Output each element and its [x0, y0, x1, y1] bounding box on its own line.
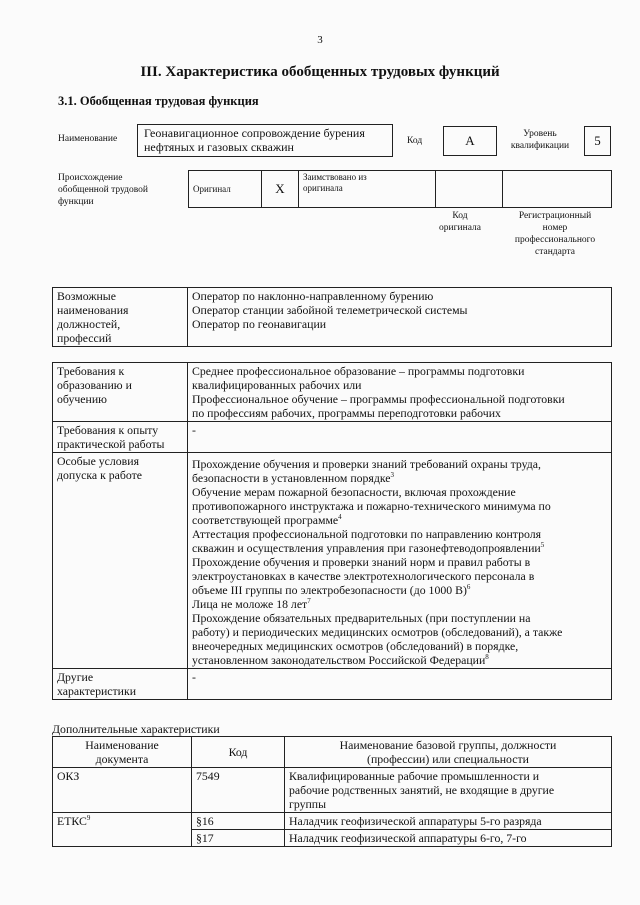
section-title: III. Характеристика обобщенных трудовых функций — [140, 64, 500, 80]
education-line: по профессиям рабочих, программы переподготовки рабочих — [192, 406, 501, 420]
special-condition-text: Обучение мерам пожарной безопасности, включая прохождение — [192, 485, 516, 499]
row-name — [285, 830, 612, 847]
borrowed-label-line: оригинала — [303, 183, 343, 193]
special-condition-text: соответствующей программе — [192, 513, 339, 527]
special-condition-text: электроустановках в качестве электротехнологического персонала в — [192, 569, 535, 583]
education-label-line: Требования к — [57, 364, 125, 378]
positions-label-line: должностей, — [57, 317, 121, 331]
function-name-line: Геонавигационное сопровождение бурения — [144, 126, 365, 140]
code-original-cell — [436, 171, 503, 208]
special-condition-text: безопасности в установленном порядке — [192, 471, 391, 485]
row-name-line: Наладчик геофизической аппаратуры 5-го разряда — [289, 814, 542, 828]
special-condition-line — [192, 611, 607, 625]
borrowed-label — [299, 171, 436, 208]
education-label — [53, 363, 188, 422]
reg-number-cell — [503, 171, 612, 208]
positions-list — [188, 288, 612, 347]
other-label-line: характеристики — [57, 684, 137, 698]
other-characteristics-label — [53, 669, 188, 700]
positions-label-line: профессий — [57, 331, 112, 345]
additional-title: Дополнительные характеристики — [52, 722, 220, 736]
special-conditions-label — [53, 453, 188, 669]
original-label: Оригинал — [189, 171, 262, 208]
special-condition-text: Аттестация профессиональной подготовки по направлению контроля — [192, 527, 542, 541]
function-name-box — [137, 124, 393, 157]
row-code: 7549 — [192, 768, 285, 813]
special-condition-text: работу) и периодических медицинских осмотров (обследований), а также — [192, 625, 563, 639]
origin-label-line: Происхождение — [58, 173, 123, 183]
row-name — [285, 813, 612, 830]
experience-label — [53, 422, 188, 453]
col-code-header: Код — [192, 737, 285, 768]
level-value: 5 — [594, 133, 601, 148]
code-label: Код — [407, 136, 423, 146]
code-original-label-line: Код — [452, 211, 468, 221]
special-condition-line — [192, 569, 607, 583]
footnote-ref: 5 — [540, 541, 545, 550]
level-label — [505, 128, 575, 152]
position-item: Оператор по геонавигации — [192, 317, 327, 331]
special-condition-text: скважин и осуществления управления при газонефтеводопроявлении — [192, 541, 541, 555]
education-label-line: образованию и — [57, 378, 132, 392]
special-condition-text: Прохождение обучения и проверки знаний требований охраны труда, — [192, 457, 541, 471]
special-label-line: допуска к работе — [57, 468, 143, 482]
experience-label-line: практической работы — [57, 437, 165, 451]
row-code: §16 — [192, 813, 285, 830]
footnote-ref: 3 — [390, 471, 395, 480]
special-condition-line — [192, 597, 607, 611]
code-original-label-line: оригинала — [439, 223, 481, 233]
reg-number-label-line: стандарта — [535, 247, 575, 257]
table-row — [53, 813, 612, 830]
code-original-label — [428, 210, 492, 234]
education-line: Среднее профессиональное образование – программы подготовки — [192, 364, 525, 378]
row-code: §17 — [192, 830, 285, 847]
table-row — [53, 768, 612, 813]
footnote-ref: 9 — [86, 814, 91, 823]
row-doc — [53, 768, 192, 813]
function-name-line: нефтяных и газовых скважин — [144, 140, 294, 154]
row-doc-text: ОКЗ — [57, 769, 80, 783]
row-doc-text: ЕТКС — [57, 814, 87, 828]
origin-label-line: функции — [58, 197, 94, 207]
footnote-ref: 6 — [466, 583, 471, 592]
level-label-line: квалификации — [510, 141, 570, 151]
col-doc-header-line: документа — [95, 752, 149, 766]
code-value-box — [443, 126, 497, 156]
special-condition-line — [192, 639, 607, 653]
col-name-header-line: Наименование базовой группы, должности — [339, 738, 557, 752]
special-condition-line — [192, 499, 607, 513]
experience-value: - — [188, 422, 612, 453]
special-condition-text: Прохождение обучения и проверки знаний норм и правил работы в — [192, 555, 531, 569]
col-name-header-line: (профессии) или специальности — [367, 752, 529, 766]
positions-label-line: наименования — [57, 303, 129, 317]
other-label-line: Другие — [57, 670, 94, 684]
row-name-line: Наладчик геофизической аппаратуры 6-го, 7-го — [289, 831, 527, 845]
special-condition-text: внеочередных медицинских осмотров (обследований) в порядке, — [192, 639, 519, 653]
col-doc-header — [53, 737, 192, 768]
requirements-table — [52, 362, 612, 700]
reg-number-label-line: Регистрационный — [518, 211, 592, 221]
position-item: Оператор станции забойной телеметрической системы — [192, 303, 468, 317]
name-label: Наименование — [58, 134, 118, 144]
level-label-line: Уровень — [523, 129, 557, 139]
positions-label — [53, 288, 188, 347]
row-name-line: рабочие родственных занятий, не входящие в другие — [289, 783, 555, 797]
experience-label-line: Требования к опыту — [57, 423, 159, 437]
education-label-line: обучению — [57, 392, 107, 406]
borrowed-label-line: Заимствовано из — [303, 172, 367, 182]
col-name-header — [285, 737, 612, 768]
level-value-box — [584, 126, 611, 156]
additional-table — [52, 736, 612, 847]
special-conditions-text — [188, 453, 612, 669]
row-doc — [53, 813, 192, 847]
positions-table — [52, 287, 612, 347]
origin-table — [188, 170, 612, 208]
row-name-line: Квалифицированные рабочие промышленности и — [289, 769, 540, 783]
origin-label-line: обобщенной трудовой — [58, 185, 148, 195]
special-condition-text: объеме III группы по электробезопасности (до 1000 В) — [192, 583, 467, 597]
special-condition-line — [192, 541, 607, 555]
subsection-title: 3.1. Обобщенная трудовая функция — [58, 94, 259, 108]
footnote-ref: 4 — [338, 513, 342, 522]
special-condition-line — [192, 513, 607, 527]
special-label-line: Особые условия — [57, 454, 139, 468]
footnote-ref: 8 — [485, 653, 489, 662]
education-text — [188, 363, 612, 422]
row-name — [285, 768, 612, 813]
special-condition-line — [192, 457, 607, 471]
col-doc-header-line: Наименование — [85, 738, 159, 752]
special-condition-line — [192, 583, 607, 597]
other-characteristics-value: - — [188, 669, 612, 700]
special-condition-line — [192, 625, 607, 639]
reg-number-label — [502, 210, 608, 258]
special-condition-text: установленном законодательством Российской Федерации — [192, 653, 486, 667]
origin-label — [58, 172, 148, 208]
special-condition-line — [192, 555, 607, 569]
special-condition-line — [192, 471, 607, 485]
special-condition-text: Лица не моложе 18 лет — [192, 597, 308, 611]
special-condition-text: Прохождение обязательных предварительных (при поступлении на — [192, 611, 531, 625]
special-condition-line — [192, 653, 607, 667]
education-line: Профессиональное обучение – программы профессиональной подготовки — [192, 392, 565, 406]
page-number: 3 — [317, 34, 323, 46]
reg-number-label-line: профессионального — [514, 235, 596, 245]
original-mark: X — [262, 171, 299, 208]
special-condition-line — [192, 527, 607, 541]
positions-label-line: Возможные — [57, 289, 116, 303]
position-item: Оператор по наклонно-направленному бурению — [192, 289, 434, 303]
education-line: квалифицированных рабочих или — [192, 378, 362, 392]
special-condition-line — [192, 485, 607, 499]
footnote-ref: 7 — [307, 597, 311, 606]
reg-number-label-line: номер — [542, 223, 568, 233]
row-name-line: группы — [289, 797, 327, 811]
special-condition-text: противопожарного инструктажа и пожарно-технического минимума по — [192, 499, 551, 513]
code-value: A — [465, 133, 475, 148]
